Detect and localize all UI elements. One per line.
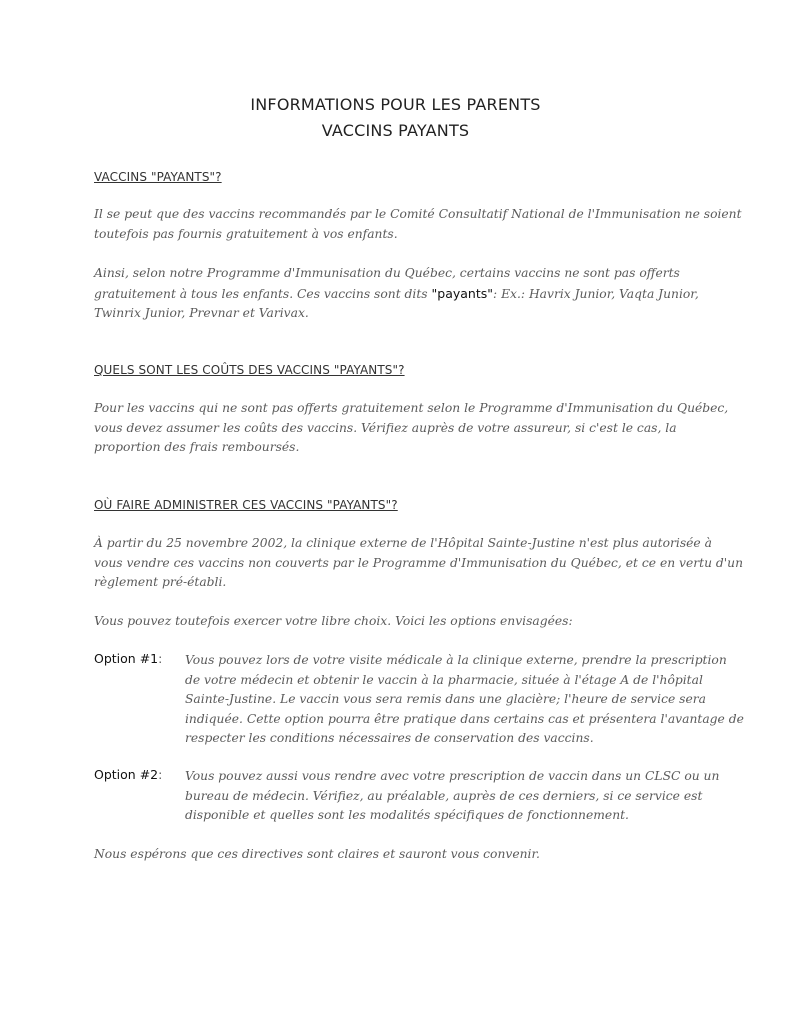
paragraph-recommended-vaccines: Il se peut que des vaccins recommandés par le Comité Consultatif National de l'Immunisation ne soient toutefois pas fournis gratuitement à vos enfants. [94, 207, 742, 241]
payants-emphasis: "payants" [431, 285, 494, 301]
document-title-line-2: VACCINS PAYANTS [321, 121, 470, 140]
option-2-label [94, 767, 162, 782]
option-1-text: Vous pouvez lors de votre visite médicale à la clinique externe, prendre la prescription de votre médecin et obtenir le vaccin à la pharmacie, située à l'étage A de l'hôpital Sainte-Justine. Le vaccin vous sera remis dans une glacière; l'heure de service sera indiquée. Cette option pourra être pratique dans certains cas et présentera l'avantage de respecter les conditions nécessaires de conservation des vaccins. [185, 653, 744, 746]
paragraph-closing: Nous espérons que ces directives sont claires et sauront vous convenir. [94, 847, 540, 861]
paragraph-libre-choix: Vous pouvez toutefois exercer votre libre choix. Voici les options envisagées: [94, 614, 573, 628]
option-1-label-text: Option #1 [94, 651, 159, 666]
paragraph-programme-immunisation [94, 264, 744, 324]
section-heading-ou-administrer: OÙ FAIRE ADMINISTRER CES VACCINS "PAYANTS"? [94, 498, 398, 512]
document-title-line-1: INFORMATIONS POUR LES PARENTS [250, 95, 541, 114]
section-heading-vaccins-payants: VACCINS "PAYANTS"? [94, 170, 222, 184]
option-1-colon: : [158, 651, 163, 666]
section-heading-couts: QUELS SONT LES COÛTS DES VACCINS "PAYANTS"? [94, 363, 405, 377]
option-2-label-text: Option #2 [94, 767, 159, 782]
paragraph-text-after: : Ex.: Havrix Junior, Vaqta Junior, Twinrix Junior, Prevnar et Varivax. [94, 286, 699, 321]
paragraph-text-before: Ainsi, selon notre Programme d'Immunisation du Québec, certains vaccins ne sont pas offerts gratuitement à tous les enfants. Ces vaccins sont dits [94, 266, 680, 301]
option-2-text: Vous pouvez aussi vous rendre avec votre prescription de vaccin dans un CLSC ou un bureau de médecin. Vérifiez, au préalable, auprès de ces derniers, si ce service est disponible et quelles sont les modalités spécifiques de fonctionnement. [185, 769, 720, 823]
paragraph-couts: Pour les vaccins qui ne sont pas offerts gratuitement selon le Programme d'Immunisation du Québec, vous devez assumer les coûts des vaccins. Vérifiez auprès de votre assureur, si c'est le cas, la proportion des frais remboursés. [94, 401, 729, 455]
option-1-label [94, 651, 162, 666]
option-2-colon: : [158, 767, 163, 782]
paragraph-clinique-externe: À partir du 25 novembre 2002, la clinique externe de l'Hôpital Sainte-Justine n'est plus autorisée à vous vendre ces vaccins non couverts par le Programme d'Immunisation du Québec, et ce en vertu d'un règlement pré-établi. [94, 536, 744, 590]
